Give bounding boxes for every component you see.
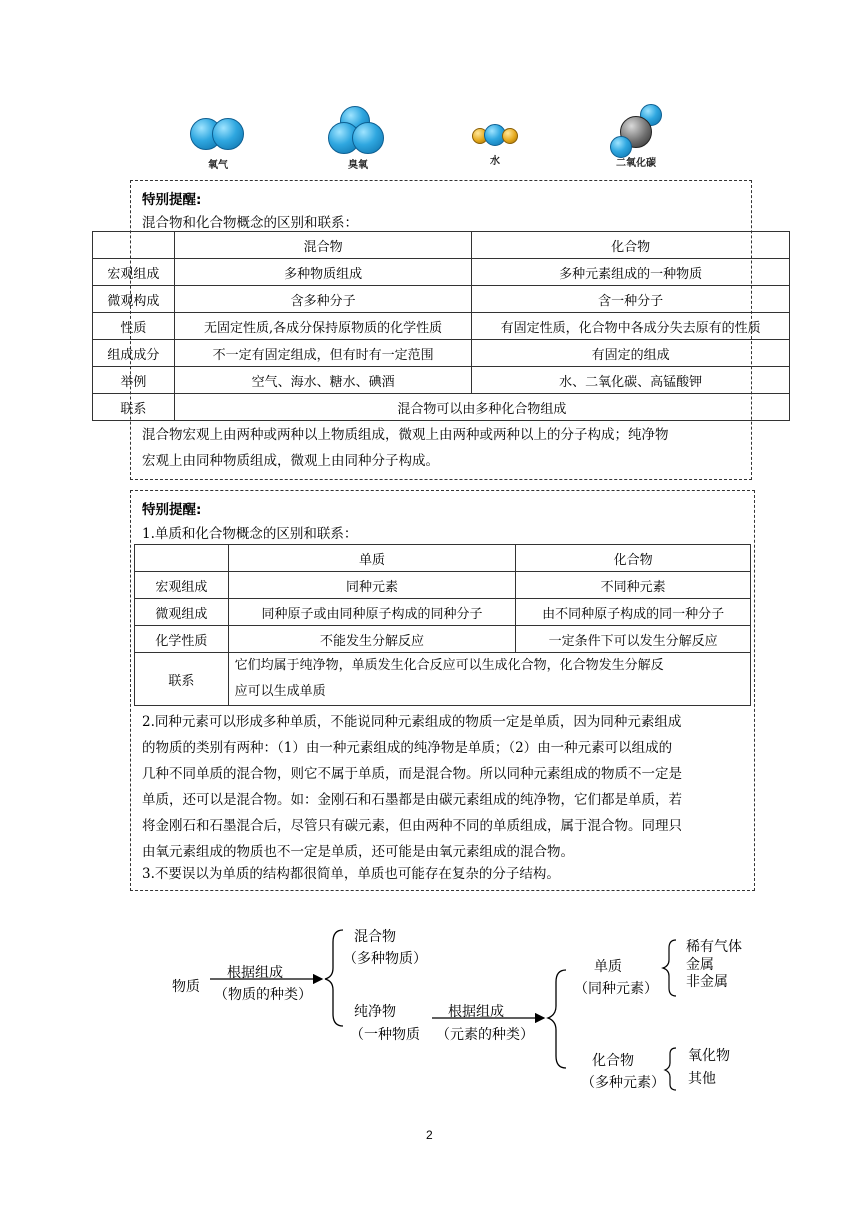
table-cell: 有固定的组成 bbox=[472, 340, 790, 367]
table-row bbox=[135, 599, 751, 626]
diagram-root: 物质 bbox=[172, 979, 200, 995]
element-label: 单质 bbox=[594, 959, 622, 975]
brace-2 bbox=[548, 970, 566, 1068]
table-header-cell: 化合物 bbox=[516, 545, 751, 572]
row-label: 联系 bbox=[93, 394, 175, 421]
table-cell: 多种元素组成的一种物质 bbox=[472, 259, 790, 286]
table-cell: 不一定有固定组成，但有时有一定范围 bbox=[174, 340, 472, 367]
box2-heading: 特别提醒: bbox=[142, 502, 202, 518]
table-row bbox=[93, 286, 790, 313]
element-item: 稀有气体 bbox=[686, 939, 742, 955]
row-label: 宏观组成 bbox=[135, 572, 229, 599]
table-header-cell: 混合物 bbox=[174, 232, 472, 259]
table-row-link bbox=[93, 394, 790, 421]
arrow2-bottom-label: （元素的种类） bbox=[436, 1027, 534, 1043]
table-cell: 多种物质组成 bbox=[174, 259, 472, 286]
table-header-row bbox=[135, 545, 751, 572]
table-cell: 一定条件下可以发生分解反应 bbox=[516, 626, 751, 653]
box2-para-line: 将金刚石和石墨混合后，尽管只有碳元素，但由两种不同的单质组成，属于混合物。同理只 bbox=[142, 818, 682, 834]
link-cell bbox=[228, 653, 750, 706]
pure-substance-label: 纯净物 bbox=[354, 1004, 396, 1020]
element-item: 非金属 bbox=[686, 974, 728, 990]
table-cell: 不同种元素 bbox=[516, 572, 751, 599]
table-header-cell: 单质 bbox=[228, 545, 516, 572]
box2-para-line: 2.同种元素可以形成多种单质，不能说同种元素组成的物质一定是单质，因为同种元素组成 bbox=[142, 714, 682, 730]
arrow2-top-label: 根据组成 bbox=[448, 1004, 504, 1020]
table-cell: 空气、海水、糖水、碘酒 bbox=[174, 367, 472, 394]
row-label: 微观构成 bbox=[93, 286, 175, 313]
compound-item: 其他 bbox=[688, 1071, 716, 1087]
classification-diagram-lines bbox=[0, 900, 860, 1120]
table-cell: 无固定性质,各成分保持原物质的化学性质 bbox=[174, 313, 472, 340]
table-cell bbox=[135, 545, 229, 572]
molecule-label: 氧气 bbox=[208, 160, 228, 171]
oxygen-molecule-image bbox=[186, 112, 250, 170]
element-compound-table bbox=[134, 544, 751, 706]
table-row bbox=[93, 259, 790, 286]
molecule-label: 二氧化碳 bbox=[616, 158, 656, 169]
box1-heading: 特别提醒: bbox=[142, 192, 202, 208]
brace-element bbox=[663, 940, 676, 996]
table-cell: 有固定性质，化合物中各成分失去原有的性质 bbox=[472, 313, 790, 340]
element-sub-label: （同种元素） bbox=[574, 981, 658, 997]
arrow1-bottom-label: （物质的种类） bbox=[214, 987, 312, 1003]
table-row bbox=[135, 626, 751, 653]
row-label: 宏观组成 bbox=[93, 259, 175, 286]
link-line: 应可以生成单质 bbox=[234, 684, 326, 699]
element-item: 金属 bbox=[686, 957, 714, 973]
row-label: 联系 bbox=[135, 653, 229, 706]
box2-para-line: 3.不要误以为单质的结构都很简单，单质也可能存在复杂的分子结构。 bbox=[142, 866, 560, 882]
compound-item: 氧化物 bbox=[688, 1048, 730, 1064]
box2-para-line: 由氧元素组成的物质也不一定是单质，还可能是由氧元素组成的混合物。 bbox=[142, 844, 574, 860]
row-label: 化学性质 bbox=[135, 626, 229, 653]
mixture-sub-label: （多种物质） bbox=[343, 951, 427, 967]
row-label: 举例 bbox=[93, 367, 175, 394]
mixture-label: 混合物 bbox=[354, 929, 396, 945]
compound-label: 化合物 bbox=[592, 1053, 634, 1069]
molecule-label: 臭氧 bbox=[348, 160, 368, 171]
box1-note-line-2: 宏观上由同种物质组成，微观上由同种分子构成。 bbox=[142, 453, 439, 469]
box2-para-line: 单质，还可以是混合物。如：金刚石和石墨都是由碳元素组成的纯净物，它们都是单质，若 bbox=[142, 792, 682, 808]
link-line: 它们均属于纯净物，单质发生化合反应可以生成化合物，化合物发生分解反 bbox=[234, 658, 664, 673]
pure-substance-sub-label: （一种物质 bbox=[350, 1027, 420, 1043]
row-label: 微观组成 bbox=[135, 599, 229, 626]
ozone-molecule-image bbox=[324, 106, 388, 170]
compound-sub-label: （多种元素） bbox=[581, 1075, 665, 1091]
mixture-compound-table bbox=[92, 231, 790, 421]
table-cell: 由不同种原子构成的同一种分子 bbox=[516, 599, 751, 626]
table-row bbox=[93, 367, 790, 394]
table-cell bbox=[93, 232, 175, 259]
table-cell: 混合物可以由多种化合物组成 bbox=[174, 394, 789, 421]
box2-para-line: 的物质的类别有两种：（1）由一种元素组成的纯净物是单质；（2）由一种元素可以组成的 bbox=[142, 740, 673, 756]
brace-compound bbox=[665, 1048, 676, 1090]
box2-para-line: 几种不同单质的混合物，则它不属于单质，而是混合物。所以同种元素组成的物质不一定是 bbox=[142, 766, 682, 782]
carbon-dioxide-molecule-image bbox=[610, 104, 674, 170]
table-cell: 同种原子或由同种原子构成的同种分子 bbox=[228, 599, 516, 626]
table-row bbox=[135, 572, 751, 599]
table-header-row bbox=[93, 232, 790, 259]
table-cell: 不能发生分解反应 bbox=[228, 626, 516, 653]
water-molecule-image bbox=[470, 120, 526, 170]
molecule-label: 水 bbox=[490, 156, 500, 167]
table-header-cell: 化合物 bbox=[472, 232, 790, 259]
box1-intro: 混合物和化合物概念的区别和联系： bbox=[142, 215, 358, 231]
table-row bbox=[93, 313, 790, 340]
box2-intro: 1.单质和化合物概念的区别和联系： bbox=[142, 526, 358, 542]
page-number: 2 bbox=[426, 1128, 433, 1142]
table-row-link bbox=[135, 653, 751, 706]
box1-note-line-1: 混合物宏观上由两种或两种以上物质组成，微观上由两种或两种以上的分子构成；纯净物 bbox=[142, 427, 669, 443]
table-cell: 含多种分子 bbox=[174, 286, 472, 313]
brace-1 bbox=[325, 930, 343, 1026]
table-row bbox=[93, 340, 790, 367]
row-label: 性质 bbox=[93, 313, 175, 340]
table-cell: 水、二氧化碳、高锰酸钾 bbox=[472, 367, 790, 394]
table-cell: 同种元素 bbox=[228, 572, 516, 599]
table-cell: 含一种分子 bbox=[472, 286, 790, 313]
row-label: 组成成分 bbox=[93, 340, 175, 367]
arrow1-top-label: 根据组成 bbox=[227, 965, 283, 981]
